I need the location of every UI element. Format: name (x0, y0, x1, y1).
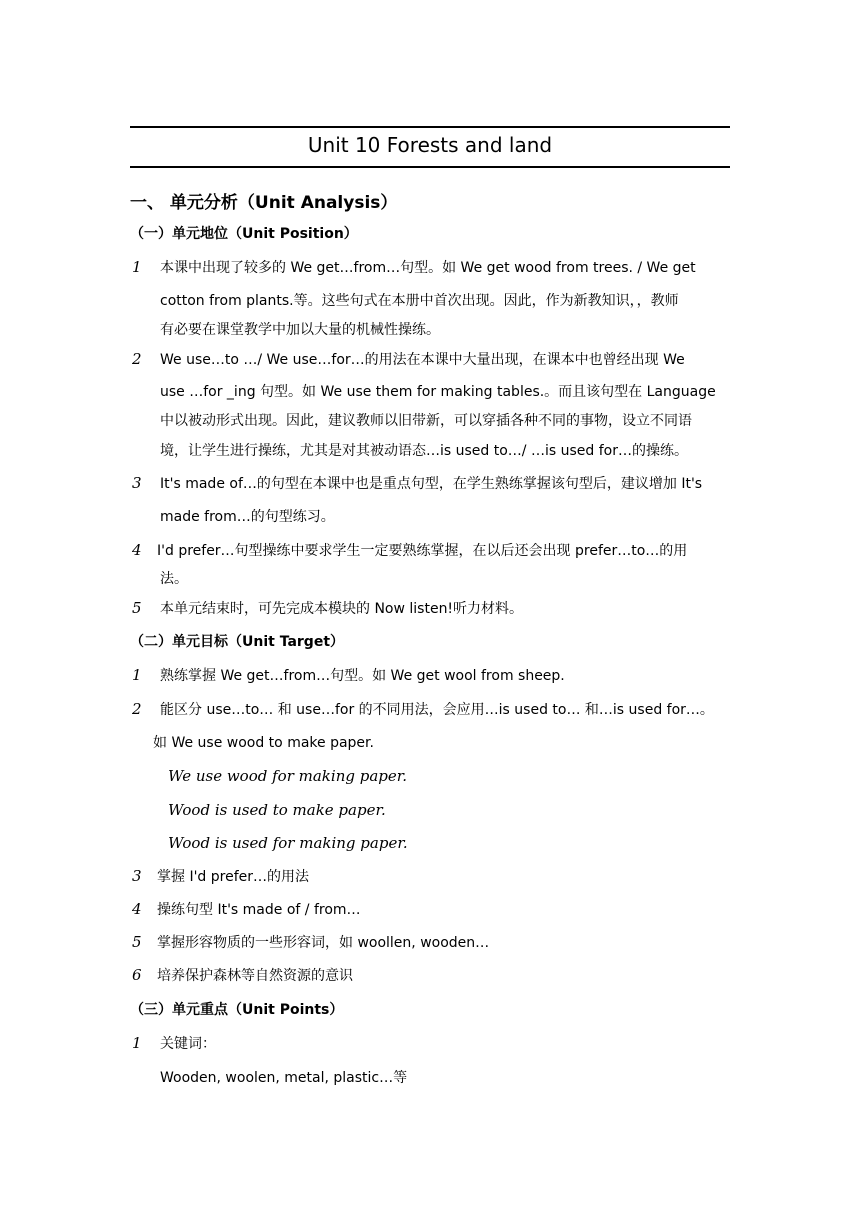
position-item-3-line-1: It's made of…的句型在本课中也是重点句型，在学生熟练掌握该句型后，建议增加 It's (160, 476, 703, 492)
position-item-1-line-2: cotton from plants.等。这些句式在本册中首次出现。因此，作为新教知识，，教师 (160, 293, 679, 309)
item-number: 2 (132, 350, 142, 368)
target-item-5: 掌握形容物质的一些形容词，如 woollen, wooden… (157, 935, 490, 951)
target-item-1: 熟练掌握 We get…from…句型。如 We get wool from sheep. (160, 668, 565, 684)
position-item-1-line-1: 本课中出现了较多的 We get…from…句型。如 We get wood from trees. / We get (160, 260, 696, 276)
target-item-2-example-4: Wood is used for making paper. (168, 834, 408, 852)
target-item-3: 掌握 I'd prefer…的用法 (157, 869, 310, 885)
item-number: 6 (132, 966, 142, 984)
position-item-2-line-3: 中以被动形式出现。因此，建议教师以旧带新，可以穿插各种不同的事物，设立不同语 (160, 413, 692, 429)
position-item-2-line-2: use …for _ing 句型。如 We use them for making tables.。而且该句型在 Language (160, 384, 716, 400)
position-item-1-line-3: 有必要在课堂教学中加以大量的机械性操练。 (160, 322, 440, 338)
target-item-2-line-1: 能区分 use…to… 和 use…for 的不同用法，会应用…is used to… 和…is used for…。 (160, 702, 714, 718)
target-item-2-example-2: We use wood for making paper. (168, 767, 408, 785)
item-number: 3 (132, 474, 142, 492)
points-item-1-keywords: Wooden, woolen, metal, plastic…等 (160, 1070, 408, 1086)
item-number: 5 (132, 599, 142, 617)
top-rule (130, 126, 730, 128)
position-item-5-line-1: 本单元结束时，可先完成本模块的 Now listen!听力材料。 (160, 601, 524, 617)
item-number: 1 (132, 666, 142, 684)
subheading-unit-position: （一）单元地位（Unit Position） (130, 226, 358, 242)
item-number: 3 (132, 867, 142, 885)
section-heading-unit-analysis: 一、 单元分析（Unit Analysis） (130, 193, 398, 213)
item-number: 2 (132, 700, 142, 718)
bottom-rule (130, 166, 730, 168)
target-item-2-example-1: 如 We use wood to make paper. (153, 735, 374, 751)
item-number: 1 (132, 1034, 142, 1052)
target-item-4: 操练句型 It's made of / from… (157, 902, 361, 918)
position-item-4-line-2: 法。 (160, 571, 188, 587)
position-item-3-line-2: made from…的句型练习。 (160, 509, 335, 525)
item-number: 4 (132, 900, 142, 918)
item-number: 1 (132, 258, 142, 276)
item-number: 4 (132, 541, 142, 559)
item-number: 5 (132, 933, 142, 951)
subheading-unit-points: （三）单元重点（Unit Points） (130, 1002, 344, 1018)
target-item-6: 培养保护森林等自然资源的意识 (157, 968, 353, 984)
position-item-2-line-1: We use…to …/ We use…for…的用法在本课中大量出现，在课本中也曾经出现 We (160, 352, 685, 368)
page-title: Unit 10 Forests and land (307, 133, 553, 157)
target-item-2-example-3: Wood is used to make paper. (168, 801, 386, 819)
subheading-unit-target: （二）单元目标（Unit Target） (130, 634, 345, 650)
points-item-1-label: 关键词： (160, 1036, 216, 1052)
position-item-2-line-4: 境，让学生进行操练，尤其是对其被动语态…is used to…/ …is used for…的操练。 (160, 443, 688, 459)
position-item-4-line-1: I'd prefer…句型操练中要求学生一定要熟练掌握，在以后还会出现 prefer…to…的用 (157, 543, 688, 559)
